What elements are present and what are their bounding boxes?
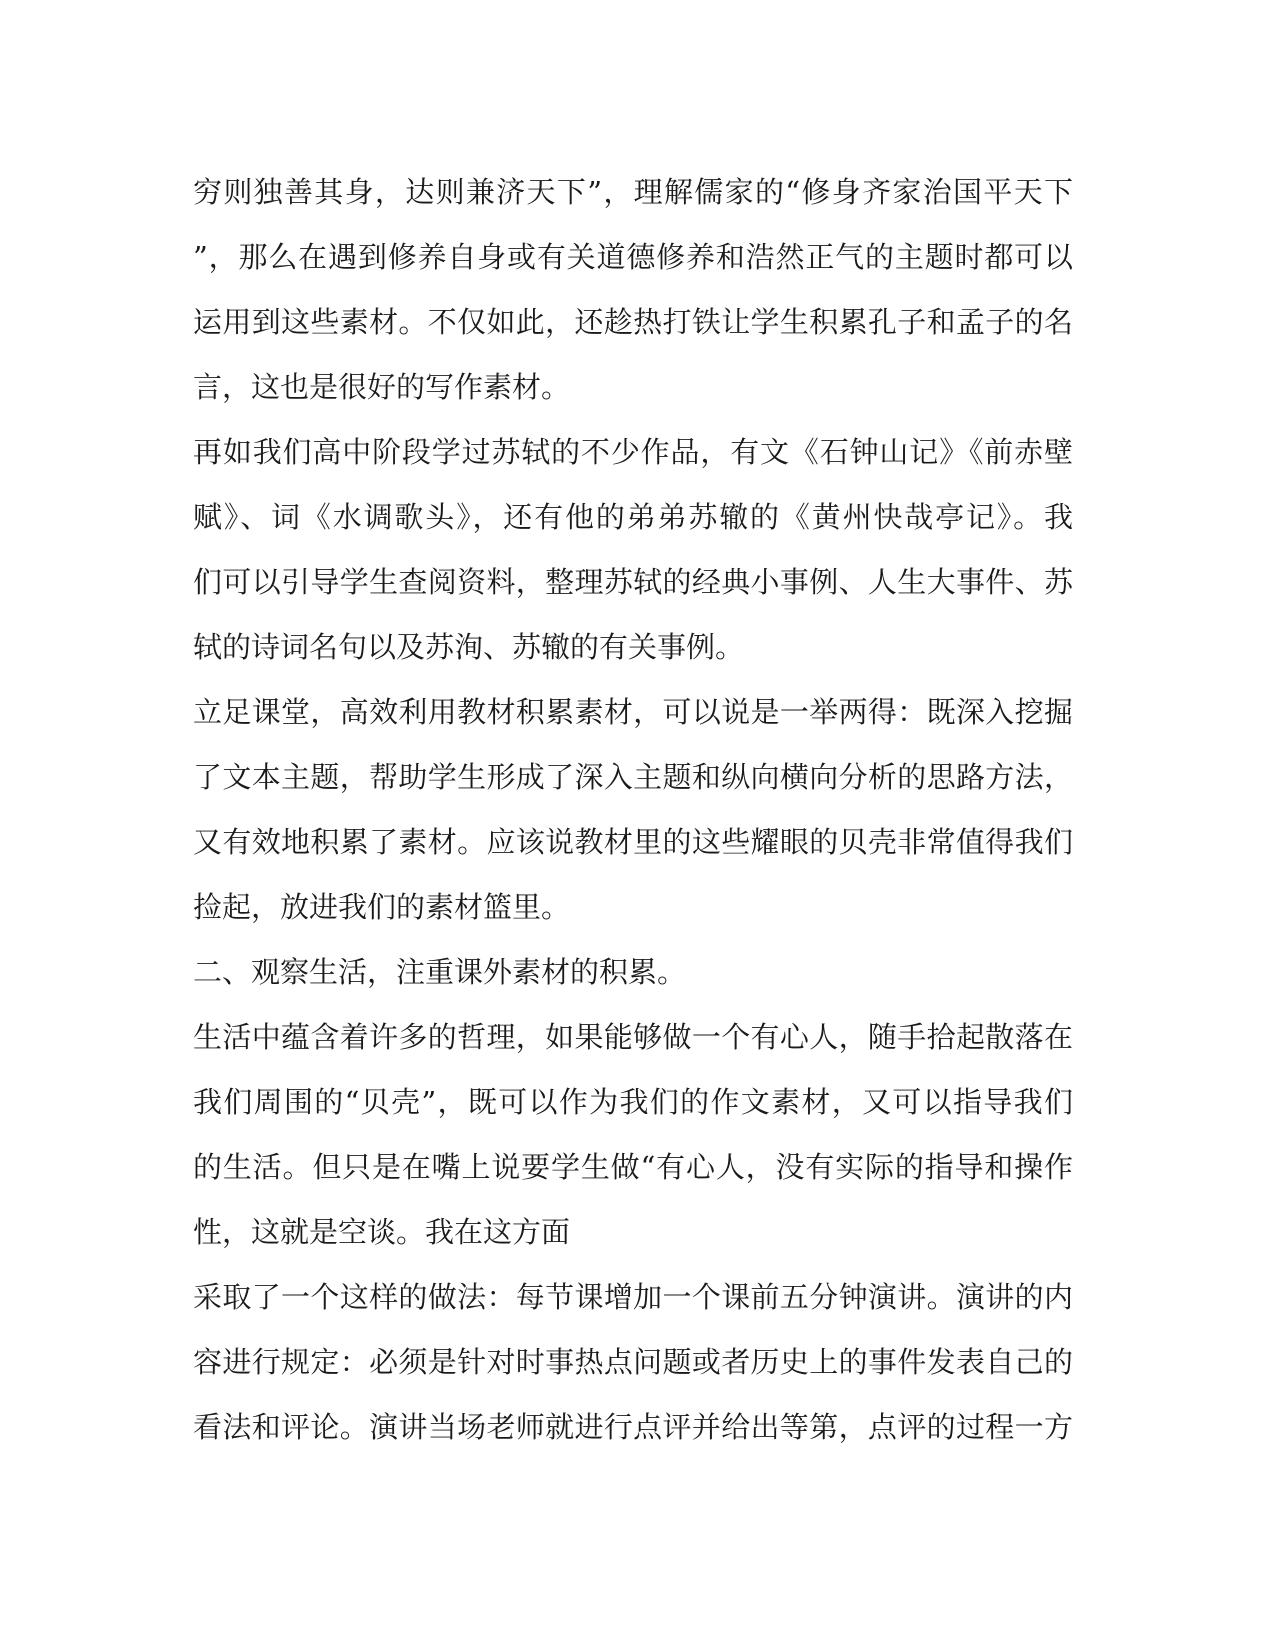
text-line: 的生活。但只是在嘴上说要学生做“有心人，没有实际的指导和操作 xyxy=(193,1150,1073,1184)
text-line: 我们周围的“贝壳”，既可以作为我们的作文素材，又可以指导我们 xyxy=(193,1085,1073,1119)
text-line: 生活中蕴含着许多的哲理，如果能够做一个有心人，随手拾起散落在 xyxy=(193,1020,1073,1054)
text-line: 性，这就是空谈。我在这方面 xyxy=(193,1215,571,1249)
text-line: 赋》、词《水调歌头》，还有他的弟弟苏辙的《黄州快哉亭记》。我 xyxy=(193,500,1073,534)
text-line: 又有效地积累了素材。应该说教材里的这些耀眼的贝壳非常值得我们 xyxy=(193,825,1073,859)
text-line: 们可以引导学生查阅资料，整理苏轼的经典小事例、人生大事件、苏 xyxy=(193,565,1073,599)
text-line: 再如我们高中阶段学过苏轼的不少作品，有文《石钟山记》《前赤壁 xyxy=(193,435,1073,469)
text-line: 运用到这些素材。不仅如此，还趁热打铁让学生积累孔子和孟子的名 xyxy=(193,305,1073,339)
text-line: 了文本主题，帮助学生形成了深入主题和纵向横向分析的思路方法， xyxy=(193,760,1073,794)
text-line: 二、观察生活，注重课外素材的积累。 xyxy=(193,955,687,989)
text-line: 立足课堂，高效利用教材积累素材，可以说是一举两得：既深入挖掘 xyxy=(193,695,1073,729)
text-line: 看法和评论。演讲当场老师就进行点评并给出等第，点评的过程一方 xyxy=(193,1410,1073,1444)
text-line: 容进行规定：必须是针对时事热点问题或者历史上的事件发表自己的 xyxy=(193,1345,1073,1379)
text-line: 捡起，放进我们的素材篮里。 xyxy=(193,890,571,924)
text-line: ”，那么在遇到修养自身或有关道德修养和浩然正气的主题时都可以 xyxy=(193,240,1073,274)
text-line: 穷则独善其身，达则兼济天下”，理解儒家的“修身齐家治国平天下 xyxy=(193,175,1073,209)
text-line: 言，这也是很好的写作素材。 xyxy=(193,370,571,404)
text-line: 采取了一个这样的做法：每节课增加一个课前五分钟演讲。演讲的内 xyxy=(193,1280,1073,1314)
text-line: 轼的诗词名句以及苏洵、苏辙的有关事例。 xyxy=(193,630,745,664)
body-text xyxy=(193,160,1073,1460)
